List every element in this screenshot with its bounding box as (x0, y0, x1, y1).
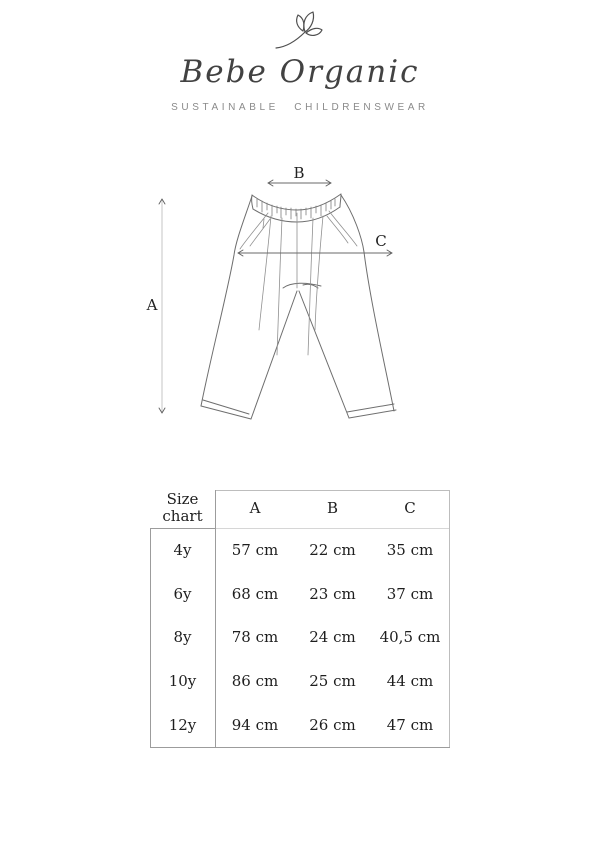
table-border-bottom (150, 747, 450, 748)
table-row (150, 659, 450, 703)
table-row (150, 528, 450, 572)
size-chart-table (150, 488, 450, 747)
table-row (150, 703, 450, 747)
cell-c: 47 cm (386, 716, 434, 735)
table-header-row (150, 488, 450, 528)
cell-c: 35 cm (386, 540, 434, 559)
table-row (150, 572, 450, 616)
cell-b: 25 cm (309, 672, 356, 691)
cell-a: 94 cm (231, 716, 279, 735)
cell-c: 40,5 cm (379, 628, 441, 647)
cell-c: 44 cm (386, 672, 434, 691)
cell-a: 68 cm (231, 584, 279, 603)
cell-b: 23 cm (309, 584, 356, 603)
pants-sketch (130, 160, 470, 450)
corner-header-label: Size chart (162, 489, 203, 525)
waistband (252, 194, 341, 222)
cell-size: 8y (173, 628, 192, 647)
col-header-b: B (326, 499, 339, 517)
cell-c: 37 cm (386, 584, 434, 603)
cell-size: 12y (168, 716, 197, 735)
cell-b: 24 cm (309, 628, 356, 647)
pants-outline (201, 195, 396, 419)
measure-label-a: A (146, 296, 158, 314)
cell-a: 57 cm (231, 540, 279, 559)
measure-label-b: B (293, 164, 305, 182)
cell-a: 78 cm (231, 628, 279, 647)
brand-tagline: SUSTAINABLE CHILDRENSWEAR (171, 102, 429, 113)
measure-label-c: C (375, 232, 387, 250)
cell-size: 4y (173, 540, 192, 559)
cell-size: 6y (173, 584, 192, 603)
brand-name: Bebe Organic (180, 54, 420, 90)
cell-a: 86 cm (231, 672, 279, 691)
cell-b: 26 cm (309, 716, 356, 735)
leaf-sprig-icon (272, 10, 328, 52)
col-header-c: C (404, 499, 416, 517)
measurement-arrows (159, 180, 392, 413)
cell-size: 10y (168, 672, 197, 691)
col-header-a: A (249, 499, 261, 517)
table-row (150, 616, 450, 660)
corner-header (150, 491, 215, 526)
cell-b: 22 cm (309, 540, 356, 559)
